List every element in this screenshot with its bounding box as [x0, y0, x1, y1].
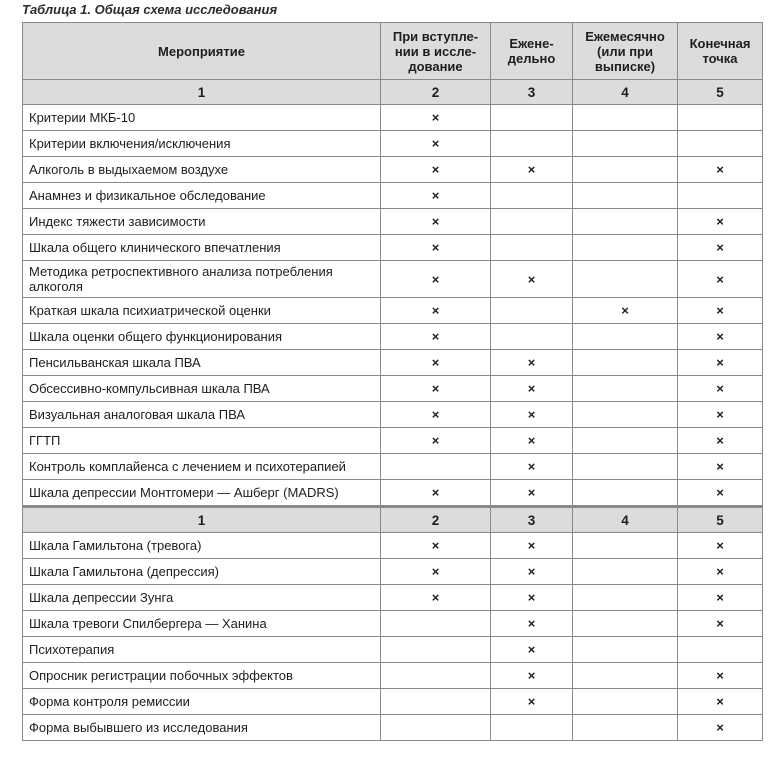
activity-name: Краткая шкала психиатрической оценки — [23, 298, 381, 324]
empty-cell — [381, 611, 491, 637]
empty-cell — [573, 105, 678, 131]
activity-name: Шкала депрессии Зунга — [23, 585, 381, 611]
check-mark-cell: × — [381, 428, 491, 454]
empty-cell — [573, 611, 678, 637]
check-mark-cell: × — [678, 585, 763, 611]
table-row — [23, 428, 763, 454]
check-mark-cell: × — [381, 183, 491, 209]
column-number-3: 3 — [491, 80, 573, 105]
empty-cell — [573, 157, 678, 183]
check-mark-cell: × — [491, 376, 573, 402]
check-mark-cell: × — [678, 157, 763, 183]
check-mark-cell: × — [678, 261, 763, 298]
check-mark-cell: × — [491, 663, 573, 689]
check-mark-cell: × — [491, 480, 573, 507]
column-number-1: 1 — [23, 80, 381, 105]
check-mark-cell: × — [381, 298, 491, 324]
check-mark-cell: × — [678, 454, 763, 480]
table-row — [23, 131, 763, 157]
check-mark-cell: × — [381, 350, 491, 376]
empty-cell — [491, 235, 573, 261]
check-mark-cell: × — [491, 428, 573, 454]
check-mark-cell: × — [381, 261, 491, 298]
check-mark-cell: × — [381, 480, 491, 507]
check-mark-cell: × — [678, 235, 763, 261]
activity-name: Алкоголь в выдыхаемом воздухе — [23, 157, 381, 183]
empty-cell — [573, 689, 678, 715]
table-row — [23, 559, 763, 585]
check-mark-cell: × — [678, 715, 763, 741]
empty-cell — [491, 298, 573, 324]
check-mark-cell: × — [381, 105, 491, 131]
empty-cell — [573, 585, 678, 611]
table-row — [23, 533, 763, 559]
check-mark-cell: × — [381, 131, 491, 157]
check-mark-cell: × — [491, 402, 573, 428]
check-mark-cell: × — [381, 157, 491, 183]
empty-cell — [491, 105, 573, 131]
empty-cell — [573, 454, 678, 480]
empty-cell — [381, 689, 491, 715]
check-mark-cell: × — [381, 209, 491, 235]
table-row — [23, 402, 763, 428]
study-schedule-table — [22, 22, 763, 741]
activity-name: Опросник регистрации побочных эффектов — [23, 663, 381, 689]
empty-cell — [381, 454, 491, 480]
column-number-2: 2 — [381, 80, 491, 105]
column-number-2: 2 — [381, 507, 491, 533]
activity-name: Пенсильванская шкала ПВА — [23, 350, 381, 376]
empty-cell — [491, 183, 573, 209]
empty-cell — [573, 715, 678, 741]
table-row — [23, 689, 763, 715]
check-mark-cell: × — [678, 559, 763, 585]
empty-cell — [491, 131, 573, 157]
check-mark-cell: × — [678, 324, 763, 350]
empty-cell — [381, 663, 491, 689]
check-mark-cell: × — [381, 235, 491, 261]
table-row — [23, 298, 763, 324]
activity-name: Критерии включения/исключения — [23, 131, 381, 157]
table-row — [23, 454, 763, 480]
activity-name: Индекс тяжести зависимости — [23, 209, 381, 235]
empty-cell — [573, 235, 678, 261]
activity-name: ГГТП — [23, 428, 381, 454]
check-mark-cell: × — [678, 428, 763, 454]
check-mark-cell: × — [491, 157, 573, 183]
table-row — [23, 235, 763, 261]
column-number-row — [23, 507, 763, 533]
table-row — [23, 611, 763, 637]
check-mark-cell: × — [491, 261, 573, 298]
empty-cell — [573, 663, 678, 689]
empty-cell — [381, 715, 491, 741]
activity-name: Контроль комплайенса с лечением и психотерапией — [23, 454, 381, 480]
table-row — [23, 376, 763, 402]
check-mark-cell: × — [678, 350, 763, 376]
check-mark-cell: × — [678, 480, 763, 507]
activity-name: Шкала депрессии Монтгомери — Ашберг (MADRS) — [23, 480, 381, 507]
empty-cell — [678, 183, 763, 209]
check-mark-cell: × — [491, 689, 573, 715]
header-weekly: Ежене- дельно — [491, 23, 573, 80]
column-number-4: 4 — [573, 80, 678, 105]
empty-cell — [491, 715, 573, 741]
table-row — [23, 183, 763, 209]
empty-cell — [573, 261, 678, 298]
column-number-5: 5 — [678, 80, 763, 105]
table-row — [23, 715, 763, 741]
check-mark-cell: × — [678, 611, 763, 637]
activity-name: Шкала общего клинического впечатления — [23, 235, 381, 261]
column-number-1: 1 — [23, 507, 381, 533]
check-mark-cell: × — [491, 611, 573, 637]
empty-cell — [573, 209, 678, 235]
check-mark-cell: × — [678, 209, 763, 235]
empty-cell — [573, 428, 678, 454]
empty-cell — [678, 105, 763, 131]
check-mark-cell: × — [678, 402, 763, 428]
check-mark-cell: × — [491, 559, 573, 585]
check-mark-cell: × — [381, 324, 491, 350]
check-mark-cell: × — [381, 402, 491, 428]
check-mark-cell: × — [573, 298, 678, 324]
check-mark-cell: × — [491, 350, 573, 376]
empty-cell — [573, 533, 678, 559]
activity-name: Анамнез и физикальное обследование — [23, 183, 381, 209]
check-mark-cell: × — [381, 533, 491, 559]
check-mark-cell: × — [678, 663, 763, 689]
table-row — [23, 480, 763, 507]
empty-cell — [573, 131, 678, 157]
header-monthly: Ежемесячно (или при выписке) — [573, 23, 678, 80]
table-row — [23, 261, 763, 298]
empty-cell — [573, 402, 678, 428]
empty-cell — [573, 183, 678, 209]
activity-name: Шкала тревоги Спилбергера — Ханина — [23, 611, 381, 637]
check-mark-cell: × — [491, 454, 573, 480]
empty-cell — [573, 480, 678, 507]
check-mark-cell: × — [678, 298, 763, 324]
check-mark-cell: × — [381, 585, 491, 611]
empty-cell — [573, 324, 678, 350]
column-number-3: 3 — [491, 507, 573, 533]
table-row — [23, 585, 763, 611]
empty-cell — [573, 637, 678, 663]
activity-name: Методика ретроспективного анализа потребления алкоголя — [23, 261, 381, 298]
activity-name: Форма выбывшего из исследования — [23, 715, 381, 741]
column-number-5: 5 — [678, 507, 763, 533]
activity-name: Визуальная аналоговая шкала ПВА — [23, 402, 381, 428]
empty-cell — [573, 350, 678, 376]
table-row — [23, 637, 763, 663]
empty-cell — [491, 209, 573, 235]
activity-name: Психотерапия — [23, 637, 381, 663]
header-enrollment: При вступле- нии в иссле- дование — [381, 23, 491, 80]
table-row — [23, 157, 763, 183]
activity-name: Шкала оценки общего функционирования — [23, 324, 381, 350]
header-activity: Мероприятие — [23, 23, 381, 80]
empty-cell — [678, 131, 763, 157]
activity-name: Шкала Гамильтона (тревога) — [23, 533, 381, 559]
check-mark-cell: × — [381, 376, 491, 402]
empty-cell — [381, 637, 491, 663]
check-mark-cell: × — [678, 689, 763, 715]
check-mark-cell: × — [678, 533, 763, 559]
check-mark-cell: × — [678, 376, 763, 402]
table-caption: Таблица 1. Общая схема исследования — [22, 2, 278, 17]
table-row — [23, 350, 763, 376]
check-mark-cell: × — [381, 559, 491, 585]
empty-cell — [573, 376, 678, 402]
table-row — [23, 105, 763, 131]
column-number-4: 4 — [573, 507, 678, 533]
header-endpoint: Конечная точка — [678, 23, 763, 80]
activity-name: Критерии МКБ-10 — [23, 105, 381, 131]
check-mark-cell: × — [491, 533, 573, 559]
empty-cell — [491, 324, 573, 350]
table-row — [23, 209, 763, 235]
table-row — [23, 324, 763, 350]
activity-name: Обсессивно-компульсивная шкала ПВА — [23, 376, 381, 402]
check-mark-cell: × — [491, 637, 573, 663]
column-number-row — [23, 80, 763, 105]
table-row — [23, 663, 763, 689]
empty-cell — [678, 637, 763, 663]
header-row — [23, 23, 763, 80]
activity-name: Форма контроля ремиссии — [23, 689, 381, 715]
activity-name: Шкала Гамильтона (депрессия) — [23, 559, 381, 585]
empty-cell — [573, 559, 678, 585]
check-mark-cell: × — [491, 585, 573, 611]
